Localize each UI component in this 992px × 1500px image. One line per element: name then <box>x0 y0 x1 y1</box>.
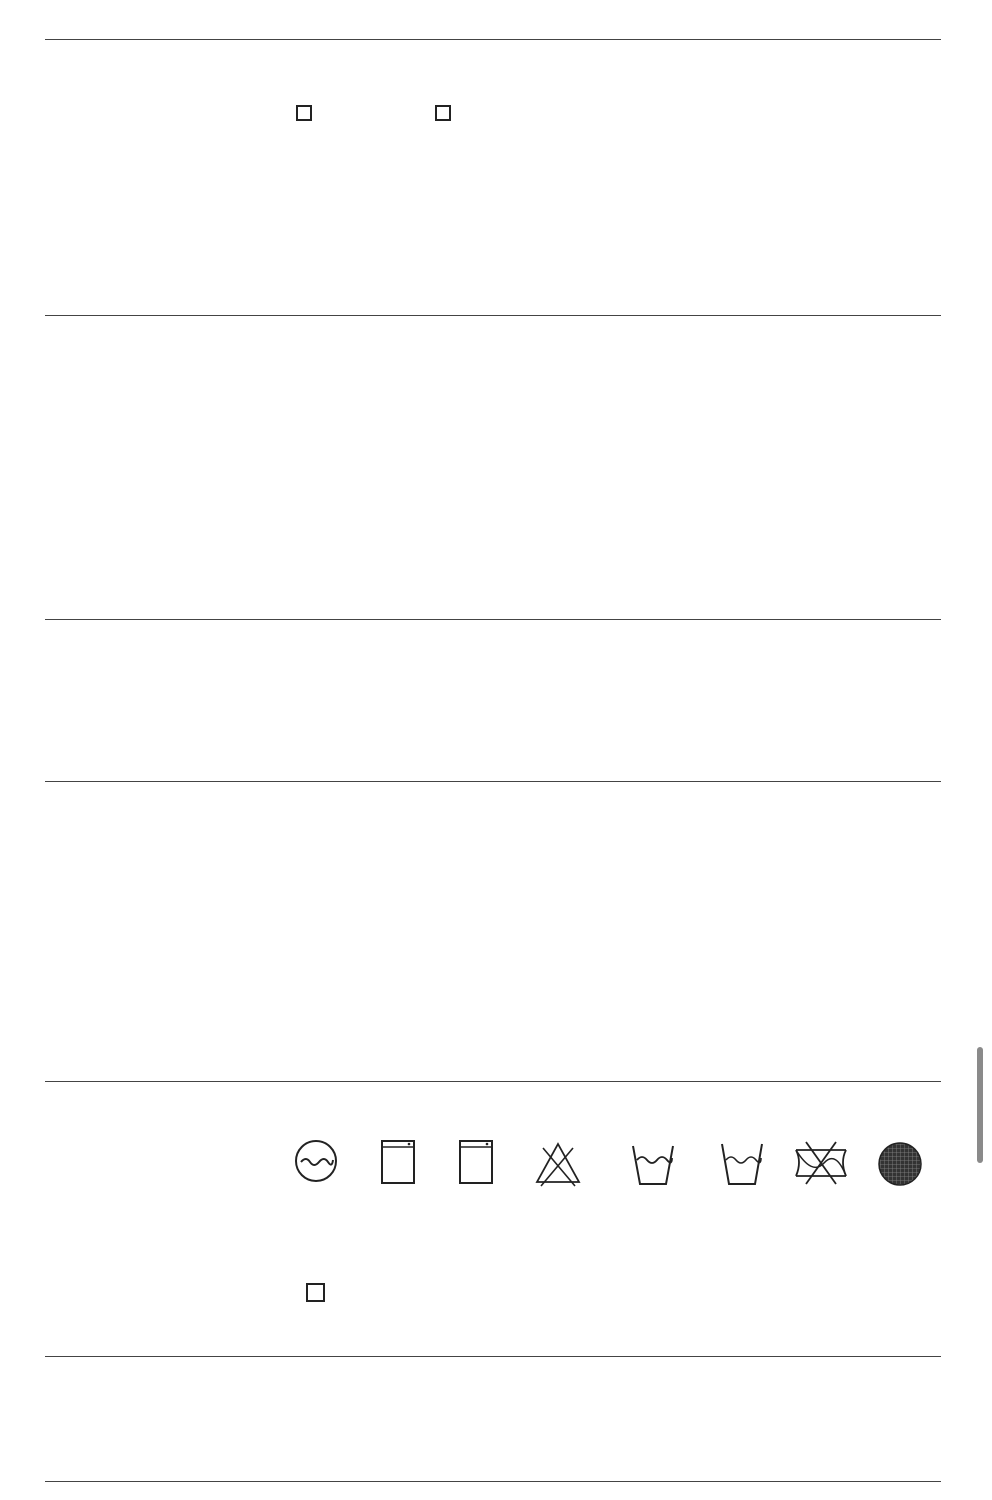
dry-clean-icon <box>291 1136 341 1186</box>
color-charcoal-checkbox <box>435 105 451 121</box>
color-black-checkbox <box>296 105 312 121</box>
laundry-net-icon <box>876 1140 926 1190</box>
water-wash-icon <box>451 1136 501 1186</box>
divider-bottom <box>45 1481 941 1482</box>
wool-wash-icon <box>373 1136 423 1186</box>
divider-after-washing <box>45 1356 941 1357</box>
divider-after-spec <box>45 315 941 316</box>
drying-note <box>306 1283 339 1305</box>
divider-after-texture <box>45 619 941 620</box>
no-neutral-detergent-icon <box>533 1138 583 1188</box>
no-wring-icon <box>792 1138 842 1188</box>
color-option-charcoal <box>435 100 456 125</box>
hand-wash-inside-out-icon <box>717 1138 767 1188</box>
divider-after-model <box>45 781 941 782</box>
scrollbar-thumb[interactable] <box>977 1047 983 1163</box>
hand-wash-separately-icon <box>628 1140 678 1190</box>
divider-after-size-chart <box>45 1081 941 1082</box>
color-option-black <box>296 100 317 125</box>
drying-note-checkbox <box>306 1283 325 1302</box>
divider-top <box>45 39 941 40</box>
